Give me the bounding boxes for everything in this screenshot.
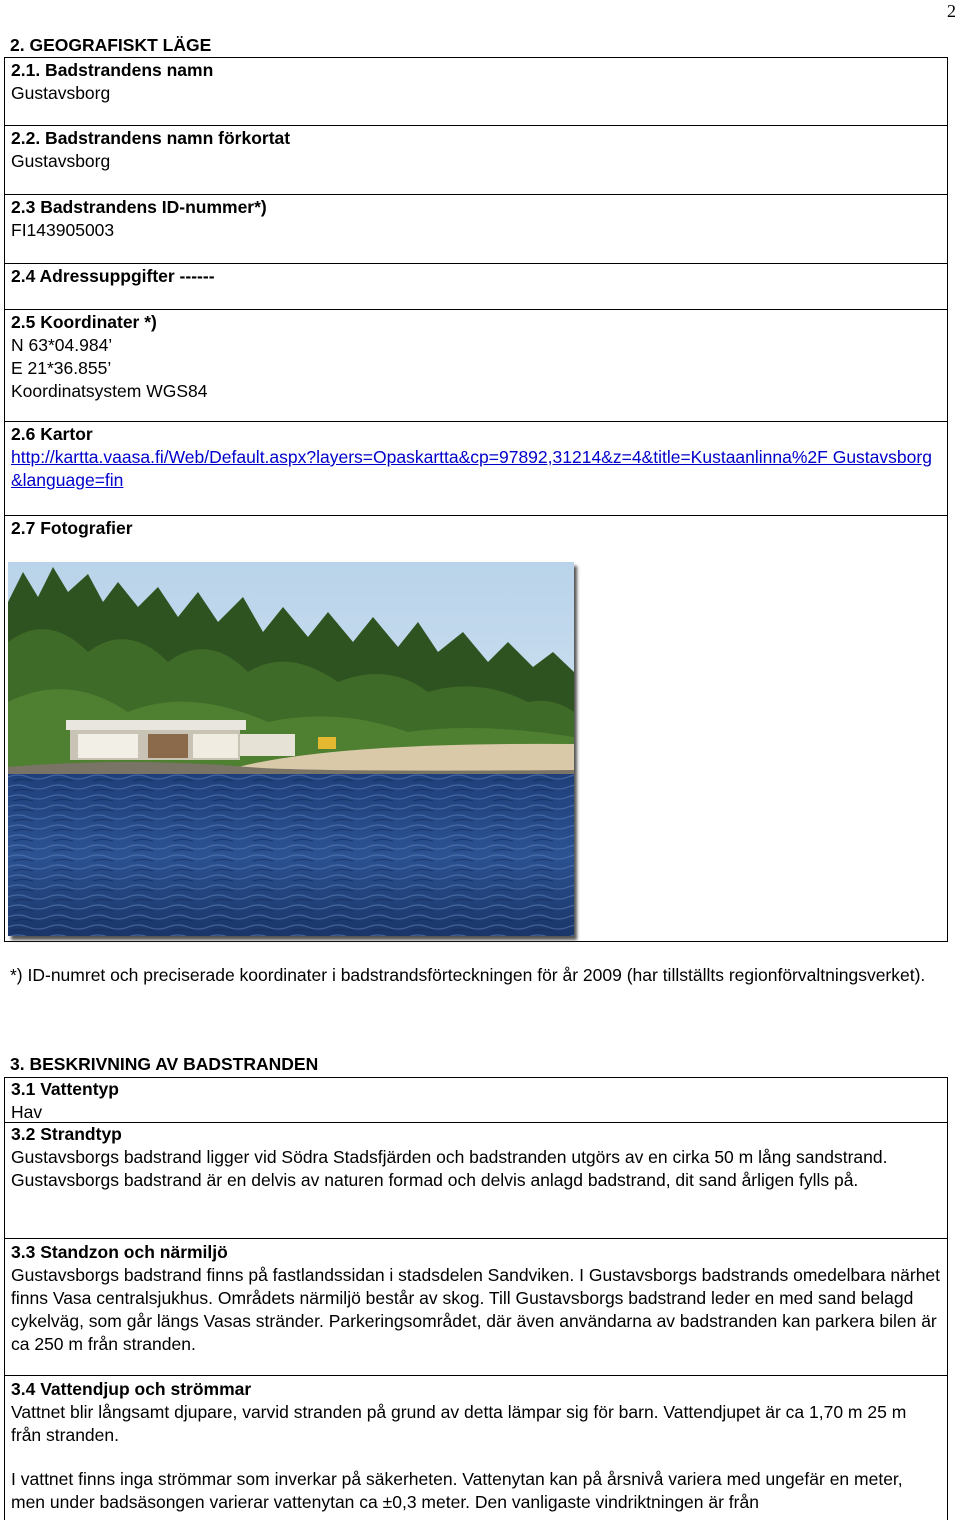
photos-label: 2.7 Fotografier xyxy=(11,518,133,538)
short-name-value: Gustavsborg xyxy=(11,151,111,171)
name-label: 2.1. Badstrandens namn xyxy=(11,60,214,80)
box-name xyxy=(4,57,948,126)
box-water-depth xyxy=(4,1375,948,1520)
address-label: 2.4 Adressuppgifter ------ xyxy=(11,266,215,286)
box-water-type xyxy=(4,1077,948,1123)
coordinates-label: 2.5 Koordinater *) xyxy=(11,312,157,332)
coordinate-e: E 21*36.855’ xyxy=(11,358,112,378)
map-link[interactable]: http://kartta.vaasa.fi/Web/Default.aspx?layers=Opaskartta&cp=97892,31214&z=4&title=Kustaanlinna%2F Gustavsborg&language=fin xyxy=(11,447,932,490)
water-type-label: 3.1 Vattentyp xyxy=(11,1079,119,1099)
water-type-value: Hav xyxy=(11,1102,43,1122)
beach-photo-illustration xyxy=(8,562,574,936)
box-maps xyxy=(4,421,948,516)
short-name-label: 2.2. Badstrandens namn förkortat xyxy=(11,128,291,148)
beach-photo xyxy=(8,562,574,936)
box-coordinates xyxy=(4,309,948,422)
water-depth-text-2: I vattnet finns inga strömmar som inverkar på säkerheten. Vattenytan kan på årsnivå variera med ungefär en meter, men under badsäsongen varierar vattenytan ca ±0,3 meter. Den vanligaste vindriktningen är från xyxy=(11,1469,903,1512)
section-2-heading: 2. GEOGRAFISKT LÄGE xyxy=(10,35,212,55)
coordinate-system: Koordinatsystem WGS84 xyxy=(11,381,208,401)
water-depth-label: 3.4 Vattendjup och strömmar xyxy=(11,1379,252,1399)
section-3-heading: 3. BESKRIVNING AV BADSTRANDEN xyxy=(10,1054,319,1074)
page-number: 2 xyxy=(947,1,956,21)
footnote: *) ID-numret och preciserade koordinater i badstrandsförteckningen för år 2009 (har tillställts regionförvaltningsverket). xyxy=(10,965,926,985)
maps-label: 2.6 Kartor xyxy=(11,424,93,444)
beach-type-label: 3.2 Strandtyp xyxy=(11,1124,122,1144)
id-value: FI143905003 xyxy=(11,220,115,240)
box-beach-type xyxy=(4,1122,948,1239)
beach-type-text: Gustavsborgs badstrand ligger vid Södra Stadsfjärden och badstranden utgörs av en cirka 50 m lång sandstrand. Gustavsborgs badstrand är en delvis av naturen formad och delvis anlagd badstrand, dit sand årligen fylls på. xyxy=(11,1147,888,1190)
beach-zone-text: Gustavsborgs badstrand finns på fastlandssidan i stadsdelen Sandviken. I Gustavsborgs badstrands omedelbara närhet finns Vasa centralsjukhus. Områdets närmiljö består av skog. Till Gustavsborgs badstrand leder en med sand belagd cykelväg, som går längs Vasas stränder. Parkeringsområdet, där även användarna av badstranden kan parkera bilen är ca 250 m från stranden. xyxy=(11,1265,941,1354)
water-depth-text-1: Vattnet blir långsamt djupare, varvid stranden på grund av detta lämpar sig för barn. Vattendjupet är ca 1,70 m 25 m från stranden. xyxy=(11,1402,907,1445)
box-id xyxy=(4,194,948,264)
box-short-name xyxy=(4,125,948,195)
box-beach-zone xyxy=(4,1238,948,1376)
beach-zone-label: 3.3 Standzon och närmiljö xyxy=(11,1242,228,1262)
id-label: 2.3 Badstrandens ID-nummer*) xyxy=(11,197,267,217)
coordinate-n: N 63*04.984’ xyxy=(11,335,113,355)
name-value: Gustavsborg xyxy=(11,83,111,103)
box-address xyxy=(4,263,948,310)
